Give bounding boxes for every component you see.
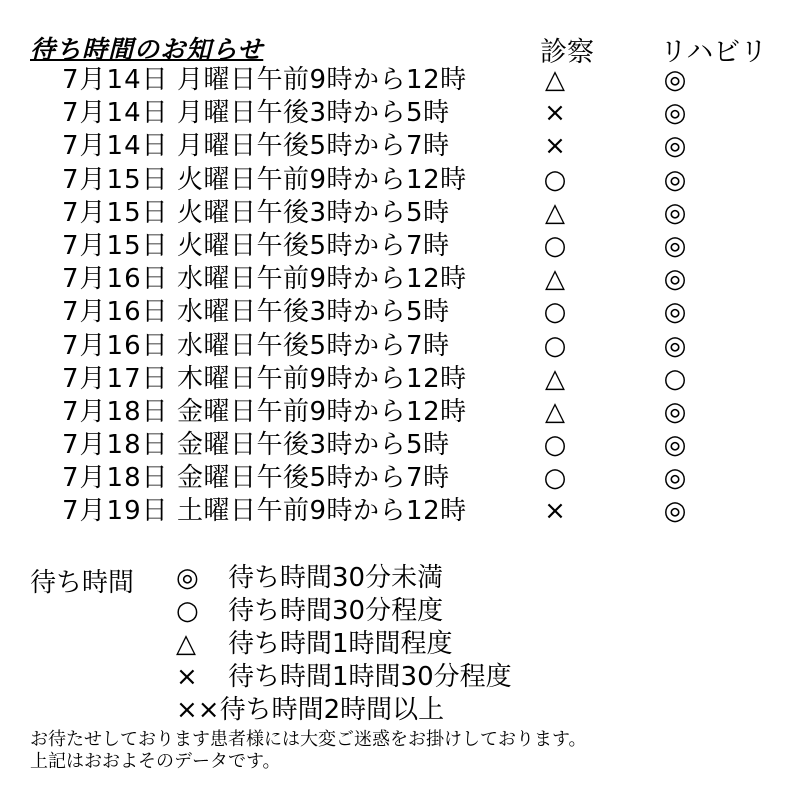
row-date: 7月14日 xyxy=(62,131,169,162)
column-header-diagnosis: 診察 xyxy=(540,37,594,68)
legend-item xyxy=(0,694,788,727)
legend-text: 待ち時間30分程度 xyxy=(228,596,444,626)
legend-symbol: △ xyxy=(176,629,196,659)
row-time-slot: 月曜日午前9時から12時 xyxy=(177,65,467,95)
row-rehab-status: ◎ xyxy=(663,197,687,228)
row-date: 7月18日 xyxy=(62,463,169,494)
row-time-slot: 火曜日午前9時から12時 xyxy=(177,164,467,195)
row-diagnosis-status: ○ xyxy=(543,297,567,328)
column-header-rehab: リハビリ xyxy=(660,37,768,68)
row-rehab-status: ○ xyxy=(663,363,687,394)
legend-text: 待ち時間1時間30分程度 xyxy=(228,662,512,692)
row-diagnosis-status: △ xyxy=(545,264,565,295)
apology-note: お待たせしております患者様には大変ご迷惑をお掛けしております。 xyxy=(30,729,587,750)
row-diagnosis-status: × xyxy=(544,98,566,129)
row-diagnosis-status: × xyxy=(544,131,566,162)
row-diagnosis-status: △ xyxy=(545,396,565,427)
row-time-slot: 金曜日午後3時から5時 xyxy=(177,430,450,461)
row-rehab-status: ◎ xyxy=(663,297,687,328)
legend-text: 待ち時間30分未満 xyxy=(228,563,444,593)
row-time-slot: 水曜日午後5時から7時 xyxy=(177,330,450,361)
legend-item xyxy=(0,562,788,595)
row-time-slot: 水曜日午後3時から5時 xyxy=(177,297,450,328)
row-rehab-status: ◎ xyxy=(663,396,687,427)
row-rehab-status: ◎ xyxy=(663,164,687,195)
row-rehab-status: ◎ xyxy=(663,463,687,494)
table-row xyxy=(0,97,788,130)
row-date: 7月15日 xyxy=(62,230,169,261)
table-row xyxy=(0,296,788,329)
row-rehab-status: ◎ xyxy=(663,131,687,162)
legend-item xyxy=(0,628,788,661)
row-date: 7月18日 xyxy=(62,396,169,427)
table-row xyxy=(0,230,788,263)
table-row xyxy=(0,495,788,528)
row-rehab-status: ◎ xyxy=(663,230,687,261)
table-row xyxy=(0,363,788,396)
row-date: 7月14日 xyxy=(62,65,169,95)
row-date: 7月19日 xyxy=(62,496,169,527)
row-time-slot: 月曜日午後3時から5時 xyxy=(177,98,450,129)
data-disclaimer-note: 上記はおおよそのデータです。 xyxy=(30,751,281,772)
row-date: 7月16日 xyxy=(62,297,169,328)
legend-text: ××待ち時間2時間以上 xyxy=(176,695,445,725)
table-row xyxy=(0,130,788,163)
table-row xyxy=(0,263,788,296)
legend-heading: 待ち時間 xyxy=(30,568,135,598)
row-time-slot: 木曜日午前9時から12時 xyxy=(177,363,467,394)
row-time-slot: 火曜日午後5時から7時 xyxy=(177,230,450,261)
row-rehab-status: ◎ xyxy=(663,430,687,461)
row-date: 7月18日 xyxy=(62,430,169,461)
row-rehab-status: ◎ xyxy=(663,65,687,95)
row-diagnosis-status: ○ xyxy=(543,230,567,261)
page-title: 待ち時間のお知らせ xyxy=(30,35,264,64)
row-diagnosis-status: ○ xyxy=(543,164,567,195)
legend-symbol: × xyxy=(176,662,198,692)
row-date: 7月14日 xyxy=(62,98,169,129)
row-diagnosis-status: △ xyxy=(545,197,565,228)
row-diagnosis-status: ○ xyxy=(543,463,567,494)
row-diagnosis-status: ○ xyxy=(543,430,567,461)
schedule-table xyxy=(0,64,788,529)
row-diagnosis-status: × xyxy=(544,496,566,527)
table-row xyxy=(0,330,788,363)
table-row xyxy=(0,197,788,230)
notes xyxy=(30,729,587,773)
row-diagnosis-status: △ xyxy=(545,363,565,394)
row-time-slot: 金曜日午後5時から7時 xyxy=(177,463,450,494)
table-row xyxy=(0,164,788,197)
row-date: 7月15日 xyxy=(62,197,169,228)
row-time-slot: 金曜日午前9時から12時 xyxy=(177,396,467,427)
row-rehab-status: ◎ xyxy=(663,330,687,361)
legend-item xyxy=(0,661,788,694)
row-time-slot: 水曜日午前9時から12時 xyxy=(177,264,467,295)
legend-symbol: ○ xyxy=(176,596,199,626)
table-row xyxy=(0,429,788,462)
row-rehab-status: ◎ xyxy=(663,496,687,527)
legend xyxy=(0,562,788,727)
row-diagnosis-status: △ xyxy=(545,65,565,95)
row-date: 7月17日 xyxy=(62,363,169,394)
row-rehab-status: ◎ xyxy=(663,264,687,295)
row-time-slot: 土曜日午前9時から12時 xyxy=(177,496,467,527)
row-date: 7月15日 xyxy=(62,164,169,195)
row-date: 7月16日 xyxy=(62,330,169,361)
row-time-slot: 月曜日午後5時から7時 xyxy=(177,131,450,162)
table-row xyxy=(0,64,788,97)
row-date: 7月16日 xyxy=(62,264,169,295)
legend-item xyxy=(0,595,788,628)
legend-symbol: ◎ xyxy=(176,563,199,593)
table-row xyxy=(0,396,788,429)
table-row xyxy=(0,462,788,495)
legend-text: 待ち時間1時間程度 xyxy=(228,629,453,659)
row-diagnosis-status: ○ xyxy=(543,330,567,361)
row-time-slot: 火曜日午後3時から5時 xyxy=(177,197,450,228)
row-rehab-status: ◎ xyxy=(663,98,687,129)
